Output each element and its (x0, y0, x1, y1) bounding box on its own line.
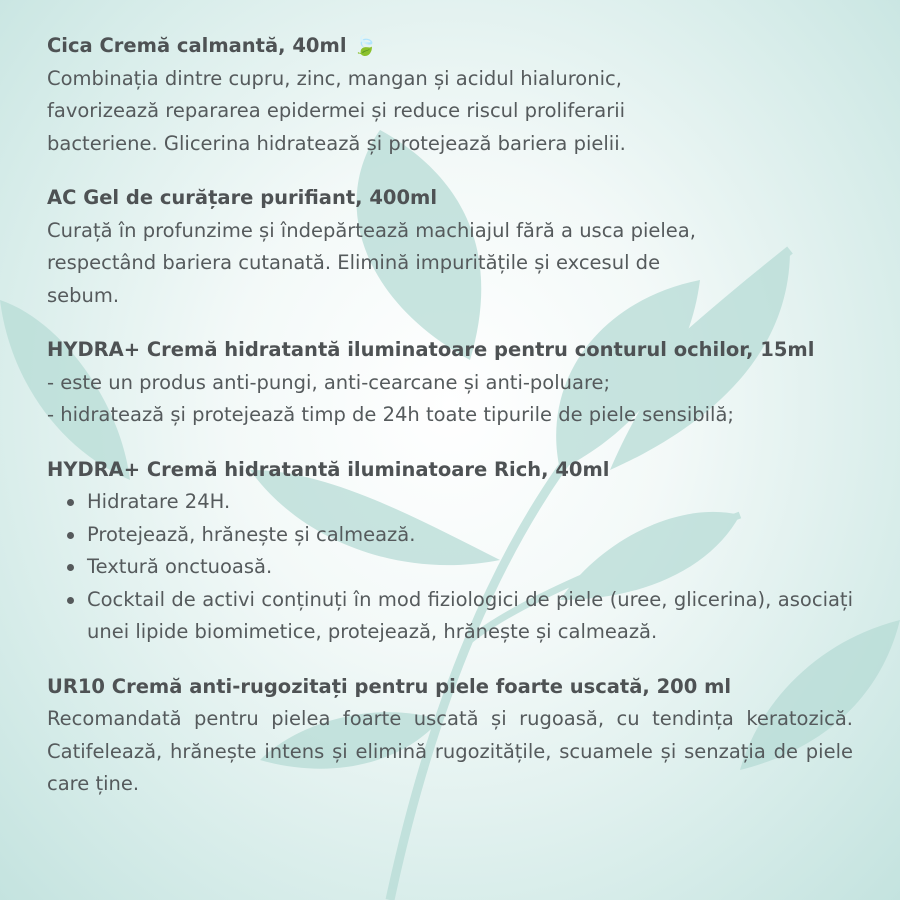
product-description-line: respectând bariera cutanată. Elimină impuritățile și excesul de (47, 251, 661, 274)
product-cica (47, 30, 853, 160)
product-ur10 (47, 671, 853, 801)
product-description-line: bacteriene. Glicerina hidratează și protejează bariera pielii. (47, 131, 626, 155)
product-title: UR10 Cremă anti-rugozitați pentru piele foarte uscată, 200 ml (47, 674, 732, 698)
feature-bullet: Protejează, hrănește și calmează. (87, 519, 853, 552)
product-description-line: Curață în profunzime și îndepărtează machiajul fără a usca pielea, (47, 218, 696, 242)
product-description: Recomandată pentru pielea foarte uscată și rugoasă, cu tendința keratozică. Catifelează, hrănește intens și elimină rugozitățile, scuamele și senzația de piele care ține. (47, 707, 853, 795)
product-description-line: sebum. (47, 283, 120, 307)
product-hydra-rich (47, 454, 853, 649)
product-description-line: favorizează repararea epidermei și reduce riscul proliferarii (47, 99, 626, 122)
product-hydra-eye (47, 334, 853, 432)
product-list (47, 30, 853, 823)
feature-bullet: Textură onctuoasă. (87, 551, 853, 584)
feature-bullet-list (47, 486, 853, 649)
product-title: HYDRA+ Cremă hidratantă iluminatoare Rich, 40ml (47, 457, 610, 481)
product-feature-line: - hidratează și protejează timp de 24h toate tipurile de piele sensibilă; (47, 403, 734, 426)
product-title: HYDRA+ Cremă hidratantă iluminatoare pentru conturul ochilor, 15ml (47, 338, 815, 361)
product-title: AC Gel de curățare purifiant, 400ml (47, 186, 438, 209)
product-feature-line: - este un produs anti-pungi, anti-cearcane și anti-poluare; (47, 370, 611, 394)
product-ac-gel (47, 182, 853, 312)
product-description-line: Combinația dintre cupru, zinc, mangan și acidul hialuronic, (47, 66, 622, 90)
product-title: Cica Cremă calmantă, 40ml 🍃 (47, 34, 378, 57)
feature-bullet: Hidratare 24H. (87, 486, 853, 519)
feature-bullet: Cocktail de activi conținuți în mod fiziologici de piele (uree, glicerina), asociați unei lipide biomimetice, protejează, hrănește și calmează. (87, 584, 853, 649)
